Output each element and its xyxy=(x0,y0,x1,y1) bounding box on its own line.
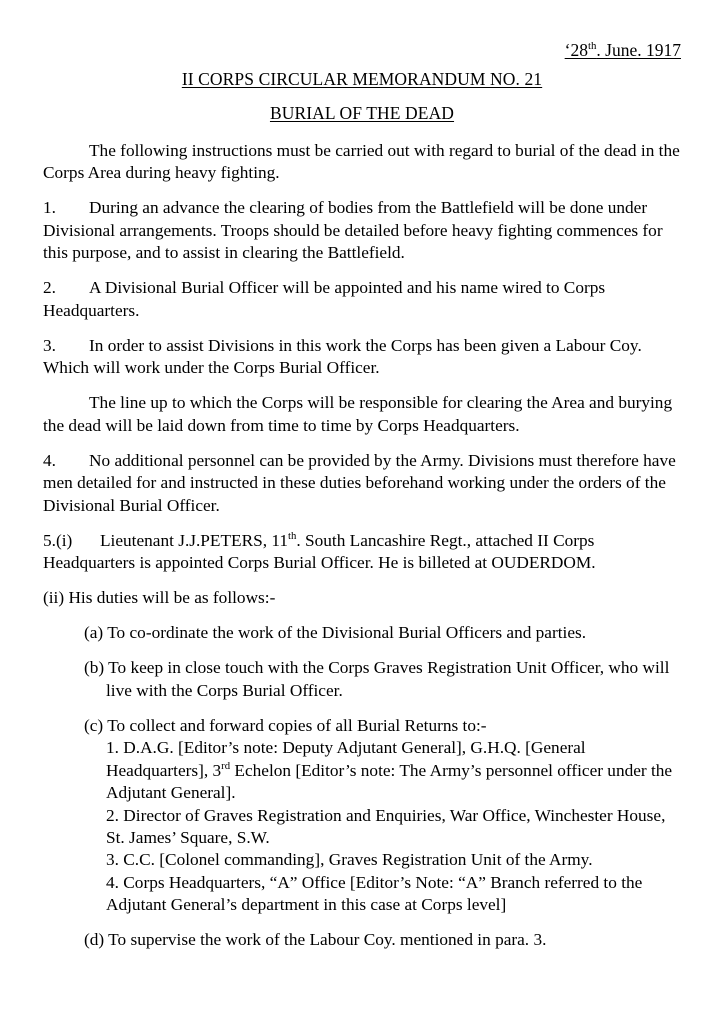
recipient-item-2: 2. Director of Graves Registration and Enquiries, War Office, Winchester House, St. James’ Square, S.W. xyxy=(106,805,666,847)
page-title xyxy=(43,69,681,90)
paragraph-2-text: A Divisional Burial Officer will be appointed and his name wired to Corps Headquarters. xyxy=(43,278,606,320)
paragraph-4 xyxy=(43,450,681,517)
paragraph-3 xyxy=(43,335,681,380)
page-subtitle xyxy=(43,103,681,124)
duty-item-a xyxy=(65,622,681,644)
document-body xyxy=(43,40,681,964)
paragraph-5ii xyxy=(43,587,681,609)
date-ordinal-suffix: th xyxy=(587,40,597,53)
date-suffix: . June. 1917 xyxy=(596,40,681,60)
date-header xyxy=(43,40,681,62)
duty-item-b-marker: (b) xyxy=(84,658,105,678)
recipient-item-1 xyxy=(106,737,681,804)
duty-item-c xyxy=(65,715,681,737)
intro-paragraph: The following instructions must be carried out with regard to burial of the dead in the Corps Area during heavy fighting. xyxy=(43,140,680,183)
paragraph-5i-number: 5.(i) xyxy=(43,530,73,550)
paragraph-1-number: 1. xyxy=(43,198,56,218)
recipient-item-1-text-after: Echelon [Editor’s note: The Army’s personnel officer under the Adjutant General]. xyxy=(106,760,673,803)
paragraph-5ii-number: (ii) xyxy=(43,588,65,608)
burial-returns-recipient-list xyxy=(43,737,681,917)
page-title-text: II CORPS CIRCULAR MEMORANDUM NO. 21 xyxy=(181,68,543,89)
duty-item-a-text: To co-ordinate the work of the Divisional Burial Officers and parties. xyxy=(107,623,587,643)
duty-item-c-text: To collect and forward copies of all Burial Returns to:- xyxy=(107,715,487,735)
paragraph-4-number: 4. xyxy=(43,450,56,470)
duty-item-c-marker: (c) xyxy=(84,715,104,735)
paragraph-2-number: 2. xyxy=(43,278,56,298)
paragraph-5ii-text: His duties will be as follows:- xyxy=(68,588,276,608)
paragraph-1-text: During an advance the clearing of bodies from the Battlefield will be done under Divisional arrangements. Troops should be detailed before heavy fighting commences for this purpose, and to assist in clearing the Battlefield. xyxy=(43,198,663,263)
recipient-item-1-text-before: 1. D.A.G. [Editor’s note: Deputy Adjutant General], G.H.Q. [General Headquarters], 3 xyxy=(106,738,586,780)
duty-item-b xyxy=(65,657,681,702)
duty-item-d-text: To supervise the work of the Labour Coy. mentioned in para. 3. xyxy=(108,930,547,950)
date-prefix: ‘28 xyxy=(564,40,588,60)
paragraph-2 xyxy=(43,277,681,322)
paragraph-5i xyxy=(43,530,681,575)
page-subtitle-text: BURIAL OF THE DEAD xyxy=(269,102,455,123)
duty-item-a-marker: (a) xyxy=(84,623,104,643)
paragraph-3-text: In order to assist Divisions in this work the Corps has been given a Labour Coy. Which will work under the Corps Burial Officer. xyxy=(43,335,642,378)
duty-item-b-text: To keep in close touch with the Corps Graves Registration Unit Officer, who will live with the Corps Burial Officer. xyxy=(106,658,670,700)
paragraph-3-number: 3. xyxy=(43,335,56,355)
duty-item-d xyxy=(65,929,681,951)
paragraph-1 xyxy=(43,197,681,264)
paragraph-5i-text-before: Lieutenant J.J.PETERS, 11 xyxy=(100,530,289,550)
regiment-ordinal-suffix: th xyxy=(288,529,297,542)
unnumbered-paragraph: The line up to which the Corps will be responsible for clearing the Area and burying the dead will be laid down from time to time by Corps Headquarters. xyxy=(43,393,673,435)
recipient-item-3: 3. C.C. [Colonel commanding], Graves Registration Unit of the Army. xyxy=(106,850,593,870)
echelon-ordinal-suffix: rd xyxy=(221,759,231,772)
paragraph-4-text: No additional personnel can be provided by the Army. Divisions must therefore have men detailed for and instructed in these duties beforehand working under the orders of the Divisional Burial Officer. xyxy=(43,450,676,515)
duty-item-c-group xyxy=(43,715,681,917)
recipient-item-4: 4. Corps Headquarters, “A” Office [Editor’s Note: “A” Branch referred to the Adjutant General’s department in this case at Corps level] xyxy=(106,872,643,915)
paragraph-5i-text-after: . South Lancashire Regt., attached II Corps Headquarters is appointed Corps Burial Officer. He is billeted at OUDERDOM. xyxy=(43,530,596,573)
duty-item-d-marker: (d) xyxy=(84,930,105,950)
